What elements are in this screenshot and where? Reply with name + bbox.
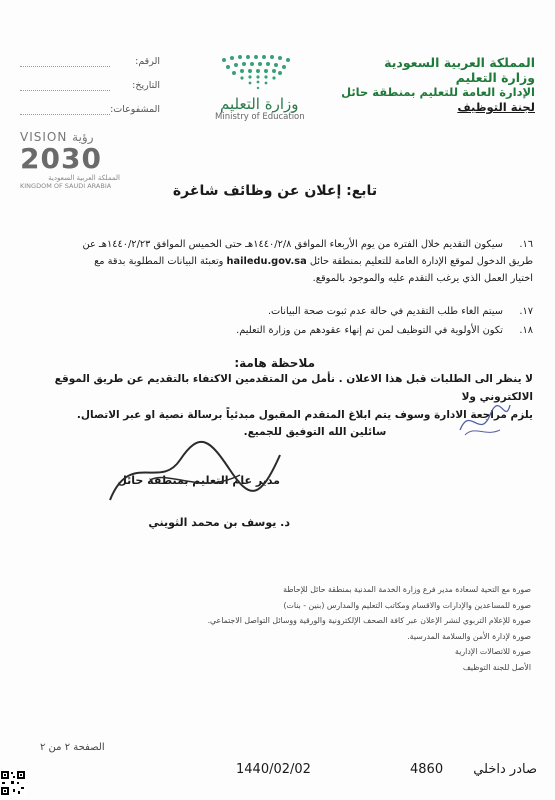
- copy-line: صورة مع التحية لسعادة مدير فرع وزارة الخدمة المدنية بمنطقة حائل للإحاطة: [283, 585, 531, 594]
- attachments-line: [20, 114, 110, 115]
- ministry-name: وزارة التعليم: [455, 70, 535, 85]
- page-title: تابع: إعلان عن وظائف شاغرة: [172, 183, 378, 199]
- outgoing-label: صادر داخلي: [473, 762, 537, 777]
- vision-2030-logo: [20, 130, 130, 205]
- distribution-copies: [22, 582, 531, 675]
- item-17: [22, 303, 533, 320]
- logo-arabic-text: وزارة التعليم: [220, 95, 299, 113]
- administration-name: الإدارة العامة للتعليم بمنطقة حائل: [341, 85, 535, 99]
- item-16: [22, 236, 533, 287]
- attachments-label: المشفوعات:: [110, 104, 160, 115]
- qr-code-icon: [0, 770, 26, 796]
- copy-line: صورة للاتصالات الإدارية: [455, 647, 531, 656]
- item-16-line3: اختيار العمل الذي يرغب التقدم عليه والموجود بالموقع.: [312, 273, 533, 284]
- item-18-number: ١٨.: [519, 325, 533, 336]
- notice-line2: يلزم مراجعة الادارة وسوف يتم ابلاغ المتقدم المقبول مبدئياً برسالة نصية او عبر الاتصال.: [76, 409, 533, 421]
- copy-line: صورة للمساعدين والإدارات والاقسام ومكاتب التعليم والمدارس (بنين - بنات): [283, 600, 531, 610]
- committee-name: لجنة التوظيف: [457, 100, 535, 114]
- copy-line: صورة لإدارة الأمن والسلامة المدرسية.: [407, 631, 531, 641]
- date-label: التاريخ:: [132, 80, 160, 91]
- item-16-line2-pre: طريق الدخول لموقع الإدارة العامة للتعليم بمنطقة حائل: [309, 256, 533, 267]
- reference-fields: [20, 56, 160, 128]
- initials-scribble: [455, 395, 515, 445]
- letterhead: [335, 55, 535, 115]
- vision-arabic-subtitle: المملكة العربية السعودية: [48, 174, 120, 182]
- logo-english-text: Ministry of Education: [215, 112, 305, 122]
- handwritten-signature: [90, 430, 290, 520]
- item-18: [22, 322, 533, 339]
- item-17-number: ١٧.: [519, 306, 533, 317]
- item-18-text: تكون الأولوية في التوظيف لمن تم إنهاء عقودهم من وزارة التعليم.: [236, 325, 503, 336]
- signatory-title: مدير عام التعليم بمنطقة حائل: [117, 474, 280, 487]
- number-line: [20, 66, 110, 67]
- vision-year: 2030: [20, 142, 102, 175]
- issue-date: 1440/02/02: [236, 762, 311, 777]
- item-16-line1: سيكون التقديم خلال الفترة من يوم الأربعاء الموافق ١٤٤٠/٢/٨هـ حتى الخميس الموافق ١٤٤٠/٢/٢٣هـ عن: [82, 239, 503, 250]
- date-field: [20, 80, 160, 104]
- item-16-number: ١٦.: [519, 239, 533, 250]
- item-17-text: سيتم الغاء طلب التقديم في حالة عدم ثبوت صحة البيانات.: [267, 306, 503, 317]
- kingdom-name: المملكة العربية السعودية: [384, 55, 535, 70]
- notice-line1: لا ينظر الى الطلبات قبل هذا الاعلان . نأمل من المتقدمين الاكتفاء بالتقديم عن طريق الموقع الالكتروني ولا: [54, 373, 533, 403]
- number-label: الرقم:: [135, 56, 160, 67]
- copy-line: صورة للإعلام التربوي لنشر الإعلان عبر كافة الصحف الإلكترونية والورقية ووسائل التواصل الاجتماعي.: [207, 616, 531, 625]
- vision-english-subtitle: KINGDOM OF SAUDI ARABIA: [20, 182, 112, 190]
- copy-line: الأصل للجنة التوظيف: [462, 662, 531, 672]
- page-number: الصفحة ٢ من ٢: [40, 742, 105, 753]
- number-field: [20, 56, 160, 80]
- notice-heading: ملاحظة هامة:: [234, 356, 315, 370]
- date-line: [20, 90, 110, 91]
- application-website-link[interactable]: hailedu.gov.sa: [226, 256, 307, 267]
- closing-wishes: سائلين الله التوفيق للجميع.: [243, 426, 387, 438]
- attachments-field: [20, 104, 160, 128]
- signatory-name: د. يوسف بن محمد الثويني: [148, 516, 290, 529]
- vision-label: VISION رؤية: [20, 130, 94, 144]
- outgoing-number: 4860: [410, 762, 444, 777]
- item-16-line2-post: وتعبئة البيانات المطلوبة بدقة مع: [94, 256, 224, 267]
